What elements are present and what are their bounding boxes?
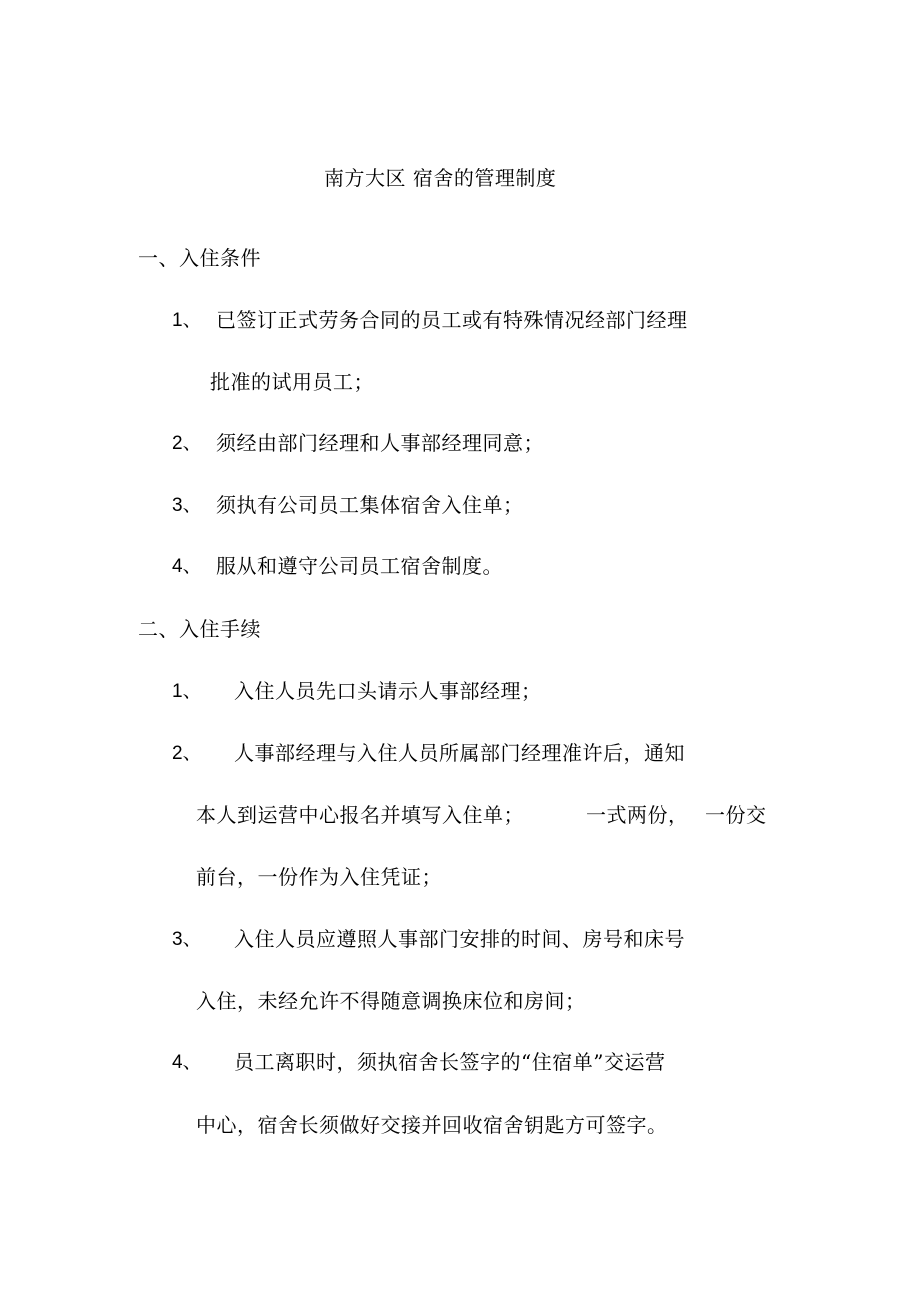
paragraph-line: 一份交 (705, 803, 767, 827)
paragraph-line: 员工离职时，须执宿舍长签字的“住宿单”交运营 (234, 1050, 666, 1074)
paragraph-line: 服从和遵守公司员工宿舍制度。 (216, 554, 503, 578)
paragraph-line: 须经由部门经理和人事部经理同意； (216, 431, 544, 455)
item-number: 3、 (172, 495, 202, 516)
paragraph-line: 本人到运营中心报名并填写入住单； (196, 803, 524, 827)
item-number: 2、 (172, 743, 202, 764)
paragraph-line: 入住人员先口头请示人事部经理； (234, 679, 542, 703)
paragraph-line: 批准的试用员工； (210, 370, 374, 394)
paragraph-line: 人事部经理与入住人员所属部门经理准许后，通知 (234, 741, 685, 765)
item-number: 4、 (172, 1052, 202, 1073)
document-title: 南方大区 宿舍的管理制度 (324, 166, 557, 190)
item-number: 4、 (172, 556, 202, 577)
item-number: 3、 (172, 929, 202, 950)
section-heading-admission-procedures: 二、入住手续 (138, 617, 261, 641)
paragraph-line: 入住，未经允许不得随意调换床位和房间； (196, 989, 586, 1013)
section-heading-admission-conditions: 一、入住条件 (138, 246, 261, 270)
paragraph-line: 前台，一份作为入住凭证； (196, 865, 442, 889)
paragraph-line: 已签订正式劳务合同的员工或有特殊情况经部门经理 (216, 308, 688, 332)
paragraph-line: 入住人员应遵照人事部门安排的时间、房号和床号 (234, 927, 685, 951)
item-number: 1、 (172, 310, 202, 331)
paragraph-line: 一式两份， (586, 803, 689, 827)
paragraph-line: 须执有公司员工集体宿舍入住单； (216, 493, 524, 517)
item-number: 2、 (172, 433, 202, 454)
item-number: 1、 (172, 681, 202, 702)
paragraph-line: 中心，宿舍长须做好交接并回收宿舍钥匙方可签字。 (196, 1113, 668, 1137)
